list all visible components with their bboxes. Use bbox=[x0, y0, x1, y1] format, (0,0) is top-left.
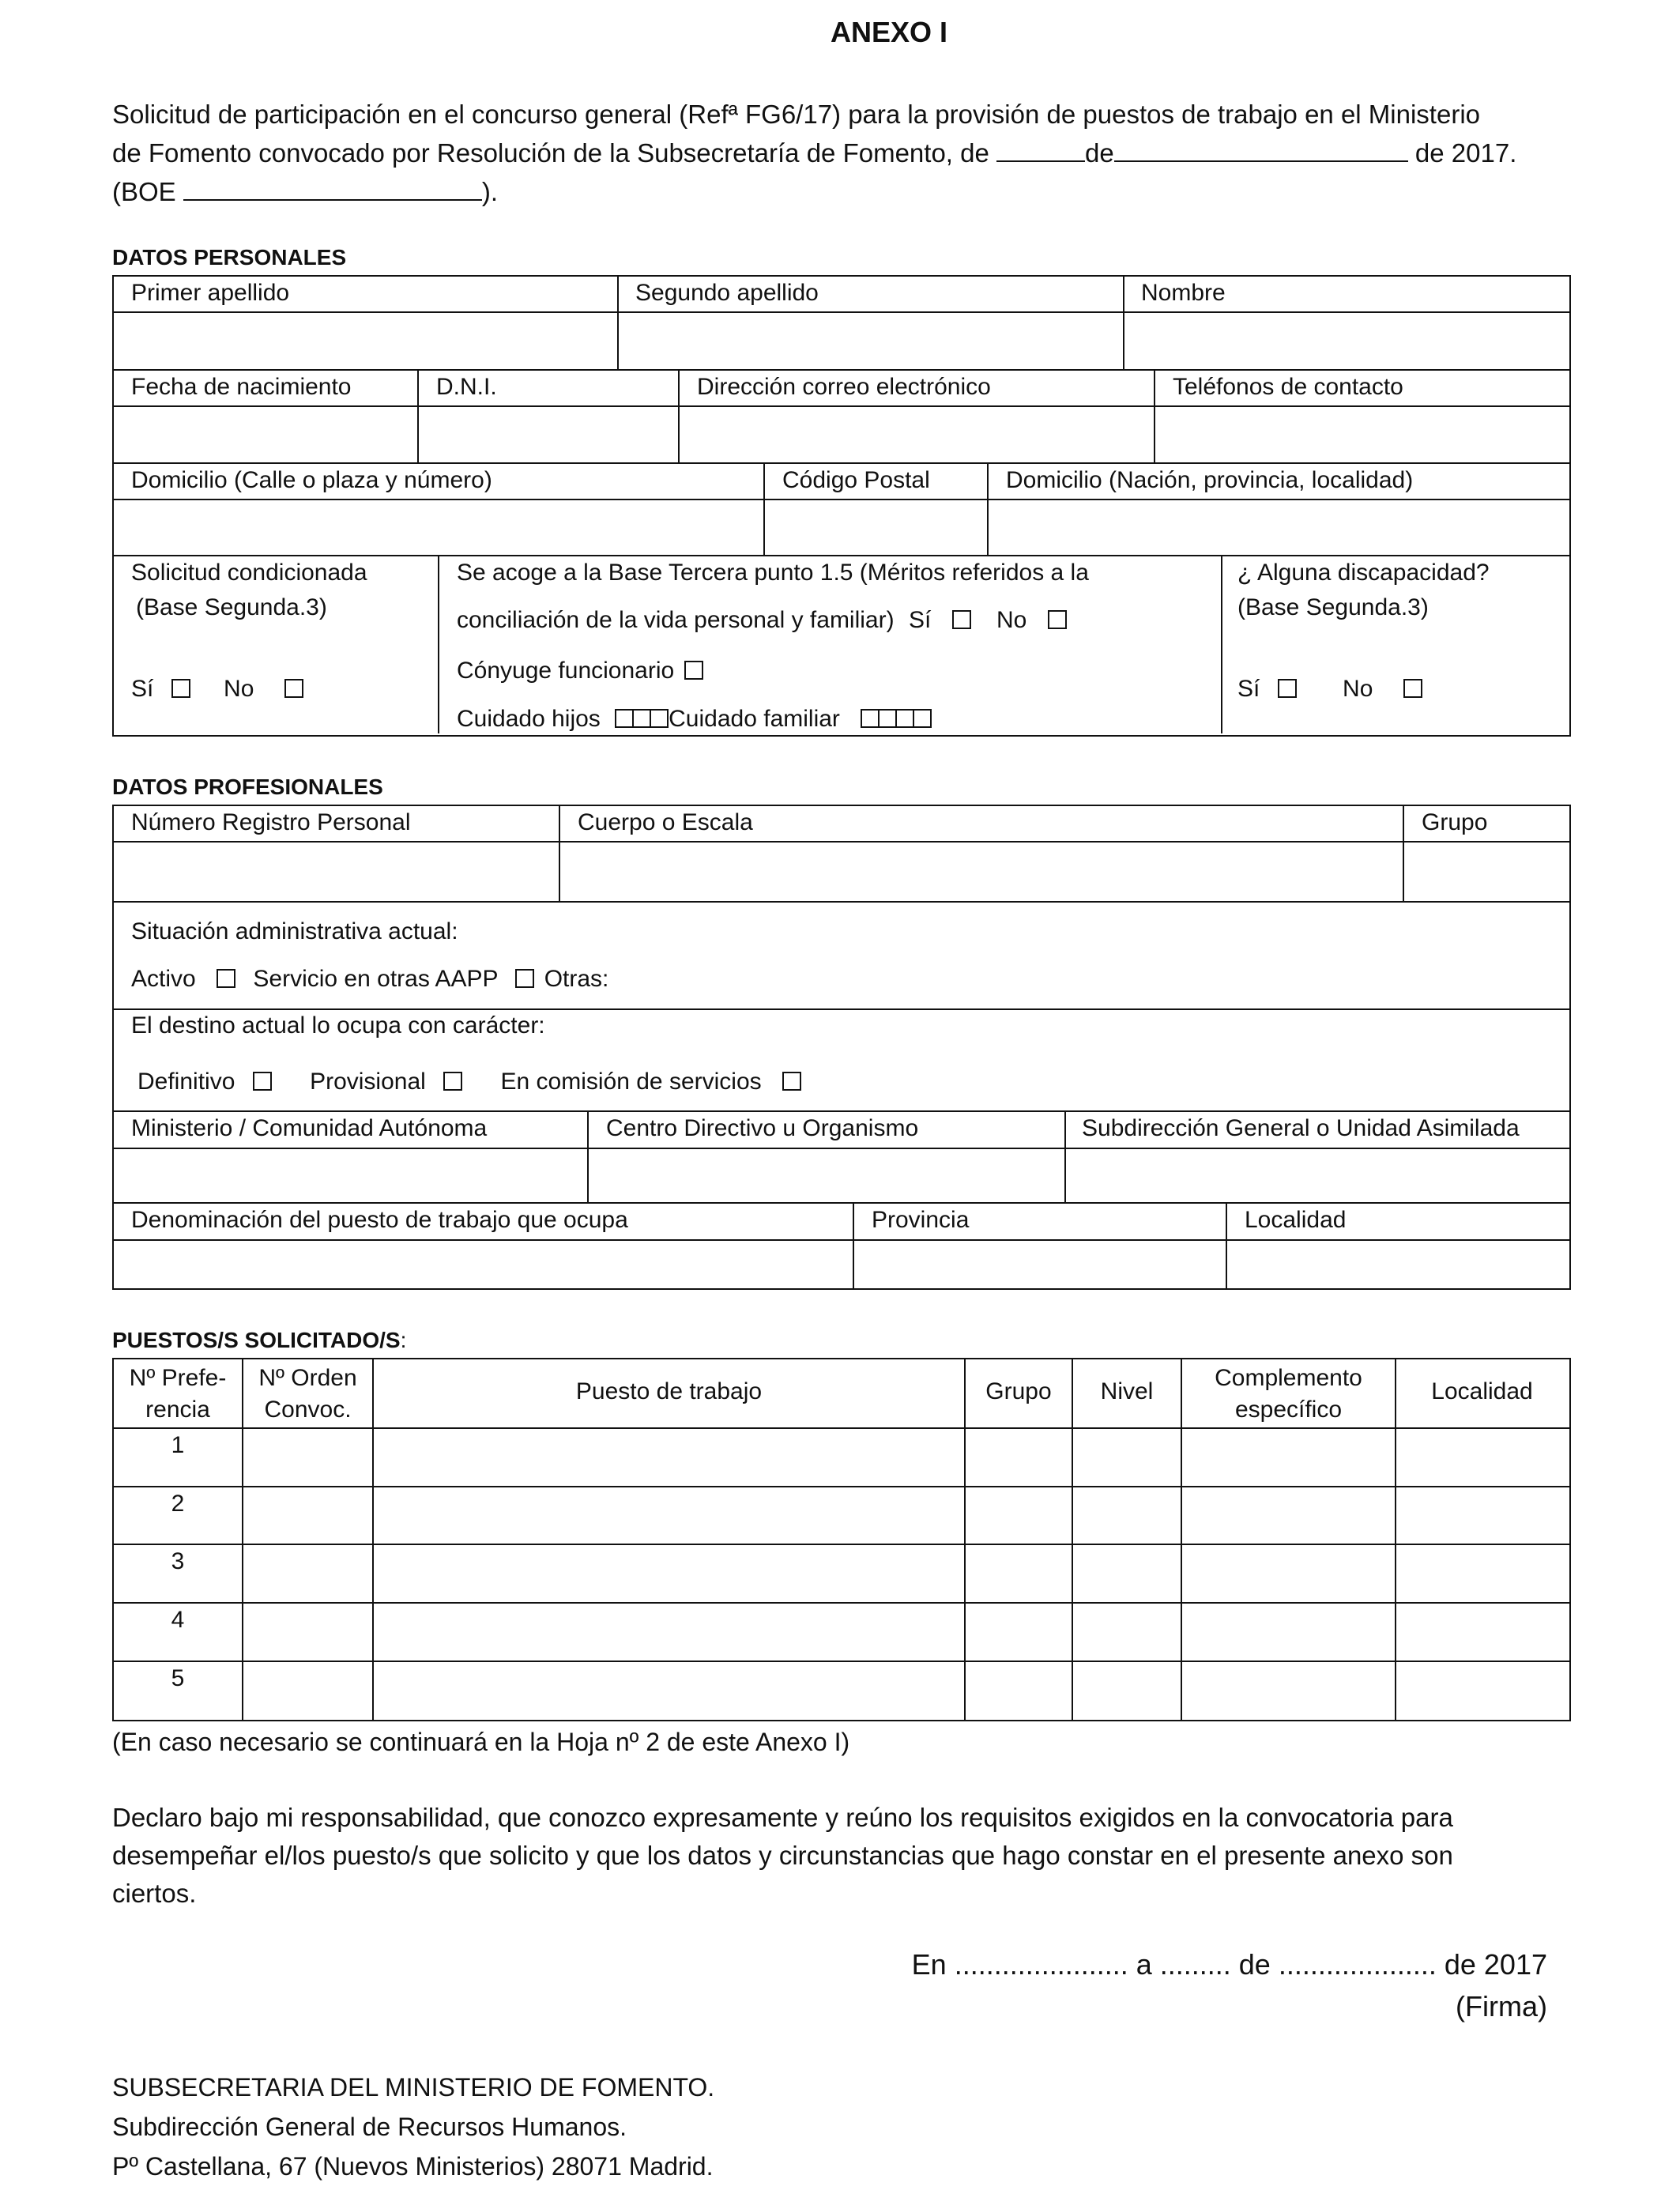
section-datos-profesionales: DATOS PROFESIONALES bbox=[112, 775, 383, 799]
label-primer-apellido: Primer apellido bbox=[131, 280, 290, 306]
label-dni: D.N.I. bbox=[436, 374, 497, 400]
col-header-puesto: Puesto de trabajo bbox=[575, 1378, 763, 1404]
servicio-otras-checkbox[interactable] bbox=[515, 969, 534, 988]
label-subdireccion: Subdirección General o Unidad Asimilada bbox=[1082, 1115, 1520, 1141]
footer-address: SUBSECRETARIA DEL MINISTERIO DE FOMENTO. Subdirección General de Recursos Humanos. Pº Castellana, 67 (Nuevos Ministerios) 28071 Madrid. bbox=[112, 2073, 715, 2181]
col-header-complemento: Complemento específico bbox=[1215, 1365, 1362, 1423]
condicionada-si-checkbox[interactable] bbox=[171, 679, 190, 698]
definitivo-checkbox[interactable] bbox=[253, 1072, 272, 1091]
label-localidad: Localidad bbox=[1245, 1207, 1347, 1233]
table-row-number: 5 bbox=[171, 1665, 185, 1691]
signature-label: (Firma) bbox=[1456, 1990, 1547, 2022]
conciliacion-si-checkbox[interactable] bbox=[952, 610, 971, 629]
label-destino: El destino actual lo ocupa con carácter: bbox=[131, 1012, 545, 1039]
field-provincia[interactable] bbox=[854, 1241, 1225, 1287]
intro-line-3: (BOE ). bbox=[112, 177, 499, 206]
label-fecha-nacimiento: Fecha de nacimiento bbox=[131, 374, 352, 400]
table-row-number: 3 bbox=[171, 1548, 185, 1574]
boe-blank[interactable] bbox=[183, 198, 482, 201]
field-fecha-nacimiento[interactable] bbox=[114, 407, 416, 462]
discapacidad-no-checkbox[interactable] bbox=[1403, 679, 1422, 698]
col-header-localidad: Localidad bbox=[1431, 1378, 1533, 1404]
table-row[interactable] bbox=[243, 1604, 1568, 1660]
declaration-paragraph: Declaro bajo mi responsabilidad, que conozco expresamente y reúno los requisitos exigidos en la convocatoria para desempeñar el/los puesto/s que solicito y que los datos y circunstancias que hago constar en el presente anexo son ciertos. bbox=[112, 1803, 1453, 1908]
label-grupo: Grupo bbox=[1422, 809, 1488, 835]
conyuge-checkbox[interactable] bbox=[684, 661, 703, 680]
place-date-line: En ...................... a ......... de .................... de 2017 bbox=[911, 1948, 1547, 1981]
col-header-grupo: Grupo bbox=[985, 1378, 1052, 1404]
condicionada-no-checkbox[interactable] bbox=[284, 679, 303, 698]
cuidado-hijos-checkbox-2[interactable] bbox=[632, 709, 651, 728]
table-row-number: 2 bbox=[171, 1491, 185, 1517]
field-codigo-postal[interactable] bbox=[765, 500, 986, 554]
situacion-options: Activo Servicio en otras AAPP Otras: bbox=[131, 966, 609, 992]
cuidado-line: Cuidado hijos Cuidado familiar bbox=[457, 706, 932, 733]
conciliacion-no-checkbox[interactable] bbox=[1048, 610, 1067, 629]
label-nrp: Número Registro Personal bbox=[131, 809, 411, 835]
field-ministerio[interactable] bbox=[114, 1149, 586, 1201]
activo-checkbox[interactable] bbox=[217, 969, 235, 988]
label-cuerpo: Cuerpo o Escala bbox=[578, 809, 753, 835]
intro-line-2: de Fomento convocado por Resolución de la Subsecretaría de Fomento, de de de 2017. bbox=[112, 138, 1517, 168]
field-centro[interactable] bbox=[589, 1149, 1064, 1201]
field-denominacion[interactable] bbox=[114, 1241, 852, 1287]
destino-options: Definitivo Provisional En comisión de servicios bbox=[137, 1069, 804, 1095]
label-nombre: Nombre bbox=[1141, 280, 1226, 306]
field-primer-apellido[interactable] bbox=[114, 313, 616, 368]
cuidado-hijos-checkbox-1[interactable] bbox=[615, 709, 634, 728]
day-blank[interactable] bbox=[996, 160, 1085, 162]
label-denominacion: Denominación del puesto de trabajo que ocupa bbox=[131, 1207, 628, 1233]
field-cuerpo[interactable] bbox=[560, 843, 1402, 900]
discapacidad-options: Sí No bbox=[1237, 676, 1426, 703]
intro-line-1: Solicitud de participación en el concurso general (Refª FG6/17) para la provisión de puestos de trabajo en el Ministerio bbox=[112, 100, 1481, 129]
label-base-tercera: Se acoge a la Base Tercera punto 1.5 (Méritos referidos a la bbox=[457, 560, 1089, 586]
field-nrp[interactable] bbox=[114, 843, 558, 900]
label-email: Dirección correo electrónico bbox=[697, 374, 991, 400]
section-datos-personales: DATOS PERSONALES bbox=[112, 245, 347, 270]
label-situacion: Situación administrativa actual: bbox=[131, 918, 458, 944]
table-row[interactable] bbox=[243, 1429, 1568, 1485]
label-telefonos: Teléfonos de contacto bbox=[1173, 374, 1403, 400]
col-header-preferencia: Nº Prefe- rencia bbox=[129, 1365, 227, 1423]
field-subdireccion[interactable] bbox=[1066, 1149, 1567, 1201]
label-domicilio-nacion: Domicilio (Nación, provincia, localidad) bbox=[1006, 467, 1414, 493]
discapacidad-si-checkbox[interactable] bbox=[1278, 679, 1297, 698]
field-domicilio-calle[interactable] bbox=[114, 500, 763, 554]
table-row[interactable] bbox=[243, 1545, 1568, 1601]
label-codigo-postal: Código Postal bbox=[782, 467, 930, 493]
field-nombre[interactable] bbox=[1124, 313, 1567, 368]
continuation-note: (En caso necesario se continuará en la Hoja nº 2 de este Anexo I) bbox=[112, 1728, 850, 1756]
cuidado-familiar-checkbox-2[interactable] bbox=[878, 709, 897, 728]
field-segundo-apellido[interactable] bbox=[619, 313, 1122, 368]
label-domicilio-calle: Domicilio (Calle o plaza y número) bbox=[131, 467, 492, 493]
cuidado-familiar-checkbox-4[interactable] bbox=[913, 709, 932, 728]
conciliacion-line: conciliación de la vida personal y familiar) Sí No bbox=[457, 607, 1070, 634]
cuidado-familiar-checkbox-3[interactable] bbox=[895, 709, 914, 728]
table-row-number: 1 bbox=[171, 1432, 185, 1458]
label-centro: Centro Directivo u Organismo bbox=[606, 1115, 919, 1141]
condicionada-options: Sí No bbox=[131, 676, 307, 703]
table-row[interactable] bbox=[243, 1662, 1568, 1718]
section-puestos-solicitados: PUESTOS/S SOLICITADO/S: bbox=[112, 1328, 407, 1352]
label-base-segunda: (Base Segunda.3) bbox=[136, 594, 327, 620]
field-telefonos[interactable] bbox=[1155, 407, 1567, 462]
col-header-nivel: Nivel bbox=[1100, 1378, 1154, 1404]
month-blank[interactable] bbox=[1114, 160, 1408, 162]
label-solicitud-condicionada: Solicitud condicionada bbox=[131, 560, 367, 586]
cuidado-familiar-checkbox-1[interactable] bbox=[861, 709, 880, 728]
provisional-checkbox[interactable] bbox=[443, 1072, 462, 1091]
label-provincia: Provincia bbox=[872, 1207, 970, 1233]
table-row[interactable] bbox=[243, 1487, 1568, 1543]
field-localidad[interactable] bbox=[1227, 1241, 1567, 1287]
conyuge-line: Cónyuge funcionario bbox=[457, 658, 706, 684]
field-dni[interactable] bbox=[419, 407, 677, 462]
field-domicilio-nacion[interactable] bbox=[989, 500, 1567, 554]
field-email[interactable] bbox=[680, 407, 1153, 462]
label-discapacidad-base: (Base Segunda.3) bbox=[1237, 594, 1429, 620]
label-discapacidad: ¿ Alguna discapacidad? bbox=[1237, 560, 1490, 586]
field-grupo[interactable] bbox=[1404, 843, 1567, 900]
intro-paragraph bbox=[112, 95, 1568, 211]
label-ministerio: Ministerio / Comunidad Autónoma bbox=[131, 1115, 488, 1141]
comision-checkbox[interactable] bbox=[782, 1072, 801, 1091]
table-row-number: 4 bbox=[171, 1607, 185, 1633]
page-title: ANEXO I bbox=[830, 16, 948, 48]
label-segundo-apellido: Segundo apellido bbox=[635, 280, 819, 306]
cuidado-hijos-checkbox-3[interactable] bbox=[650, 709, 669, 728]
col-header-orden: Nº Orden Convoc. bbox=[258, 1365, 357, 1423]
